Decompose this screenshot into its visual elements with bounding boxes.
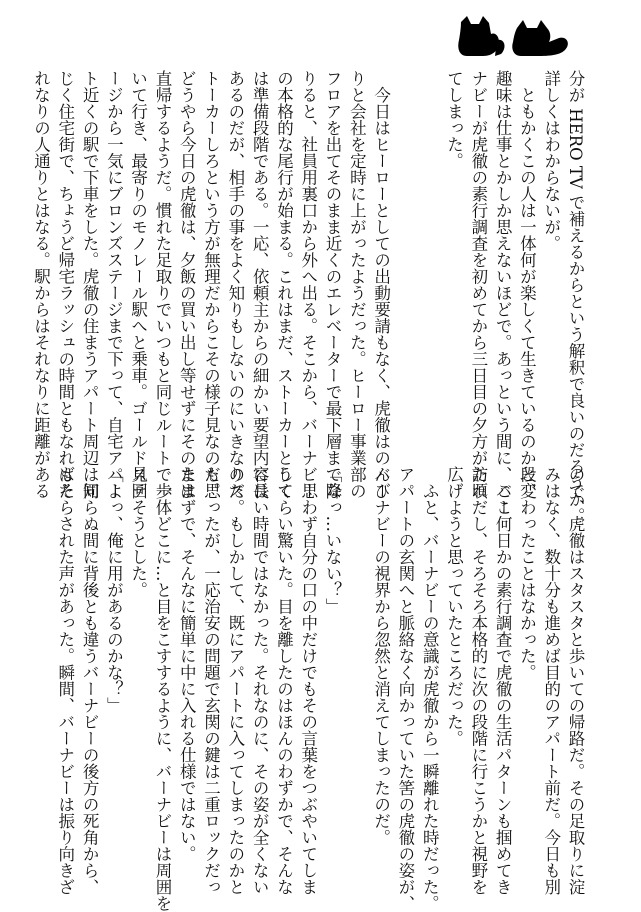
text-block-lower: ので、虎徹はスタスタと歩いての帰路だ。その足取りに淀 みはなく、数十分も進めば目的のアパート前だ。今日も別 段変わったことはなかった。 ここ何日かの素行調査で虎徹の生活パターンも掴めてき た頃だし、そろそろ本格的に次の段階に行こうかと視野を 広げようと思っていたところだった。 ふと、バーナビーの意識が虎徹から一瞬離れた時だった。 アパートの玄関へと脈絡なく向かっていた筈の虎徹の姿が、 バーナビーの視界から忽然と消えてしまったのだ。 「なっ…いない？」 思わず自分の口の中だけでもその言葉をつぶやいてしま うくらい驚いた。目を離したのはほんのわずかで、そんな に長い時間ではなかった。それなのに、その姿が全くない のだ。もしかして、既にアパートに入ってしまったのかと も思ったが、一応治安の問題で玄関の鍵は二重ロックだっ たはずで、そんなに簡単に中に入れる仕様ではない。 一体どこに…と目をこすするように、バーナビーは周囲を 見回そうとした。 「よっ、俺に用があるのかな？」 知らぬ間に背後とも違うバーナビーの後方の死角から、 もたらされた声があった。瞬間、バーナビーは振り向きざ (55, 466, 585, 912)
cat-silhouette-logo-icon (455, 14, 575, 58)
text-block-upper: 分が HERO TV で補えるからという解釈で良いのだろうか。 詳しくはわからないが。 ともかくこの人は一体何が楽しくて生きているのかと、 趣味は仕事とかしか思えないほどで。あっという間に、バー ナビーが虎徹の素行調査を初めてから三日目の夕方が訪れ てしまった。 今日はヒーローとしての出動要請もなく、虎徹はのんび りと会社を定時に上がったようだった。ヒーロー事業部の フロアを出てそのまま近くのエレベーターで最下層まで降 りると、社員用裏口から外へ出る。そこから、バーナビー の本格的な尾行が始まる。これはまだ、ストーカーとして は準備段階である。一応、依頼主からの細かい要望内容は あるのだが、相手の事をよく知りもしないのにいきなりス トーカーしろという方が無理だからこその様子見なのだ。 どうやら今日の虎徹は、夕飯の買い出し等せずにそのまま 直帰するようだ。慣れた足取りでいつもと同じルートで歩 いて行き、最寄りのモノレール駅へと乗車。ゴールドステ ージから一気にブロンズステージまで下って、自宅アパー ト近くの駅で下車をした。虎徹の住まうアパート周辺は同 じく住宅街で、ちょうど帰宅ラッシュの時間ともなればそ れなりの人通りとはなる。駅からはそれなりに距離がある (31, 70, 585, 525)
